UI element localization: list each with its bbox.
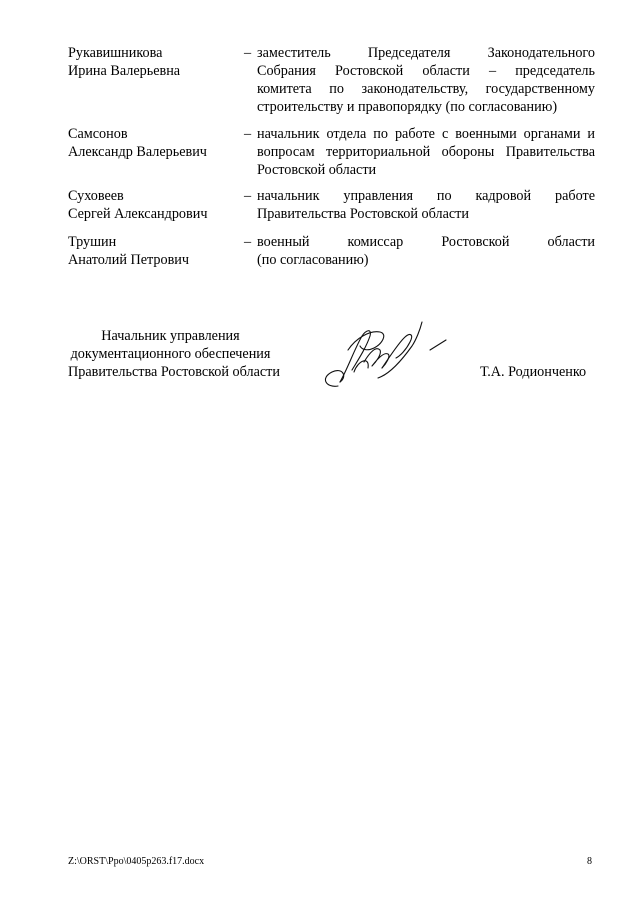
role-line: заместитель Председателя Законодательного <box>257 45 595 61</box>
member-name <box>68 44 243 80</box>
role-line: комитета по законодательству, государственному <box>257 81 595 97</box>
signer-title-line: документационного обеспечения <box>70 346 271 362</box>
page-number: 8 <box>587 856 592 867</box>
role-line: Собрания Ростовской области – председатель <box>257 63 595 79</box>
footer-file-path: Z:\ORST\Ppo\0405p263.f17.docx <box>68 856 205 867</box>
dash-separator: – <box>244 188 252 204</box>
member-given-names: Анатолий Петрович <box>68 252 190 268</box>
signer-name: Т.А. Родионченко <box>480 364 587 380</box>
role-line: строительству и правопорядку (по согласованию) <box>257 99 558 115</box>
member-role <box>257 44 595 116</box>
member-surname: Самсонов <box>68 126 128 142</box>
member-given-names: Сергей Александрович <box>68 206 208 222</box>
role-line: военный комиссар Ростовской области <box>257 234 595 250</box>
member-surname: Суховеев <box>68 188 124 204</box>
role-line: Правительства Ростовской области <box>257 206 469 222</box>
member-role <box>257 125 595 179</box>
role-line: Ростовской области <box>257 162 377 178</box>
member-name <box>68 233 243 269</box>
member-given-names: Александр Валерьевич <box>68 144 207 160</box>
signer-title-line: Правительства Ростовской области <box>68 364 280 380</box>
role-line: начальник управления по кадровой работе <box>257 188 595 204</box>
handwritten-signature <box>318 316 458 396</box>
dash-separator: – <box>244 45 252 61</box>
role-line: начальник отдела по работе с военными органами и <box>257 126 595 142</box>
member-role <box>257 233 595 269</box>
dash-separator: – <box>244 234 252 250</box>
dash-separator: – <box>244 126 252 142</box>
signer-title-line: Начальник управления <box>101 328 240 344</box>
role-line: (по согласованию) <box>257 252 369 268</box>
member-name <box>68 125 243 161</box>
member-role <box>257 187 595 223</box>
member-surname: Трушин <box>68 234 117 250</box>
member-given-names: Ирина Валерьевна <box>68 63 181 79</box>
signer-title <box>68 327 280 381</box>
role-line: вопросам территориальной обороны Правительства <box>257 144 595 160</box>
member-surname: Рукавишникова <box>68 45 163 61</box>
member-name <box>68 187 243 223</box>
